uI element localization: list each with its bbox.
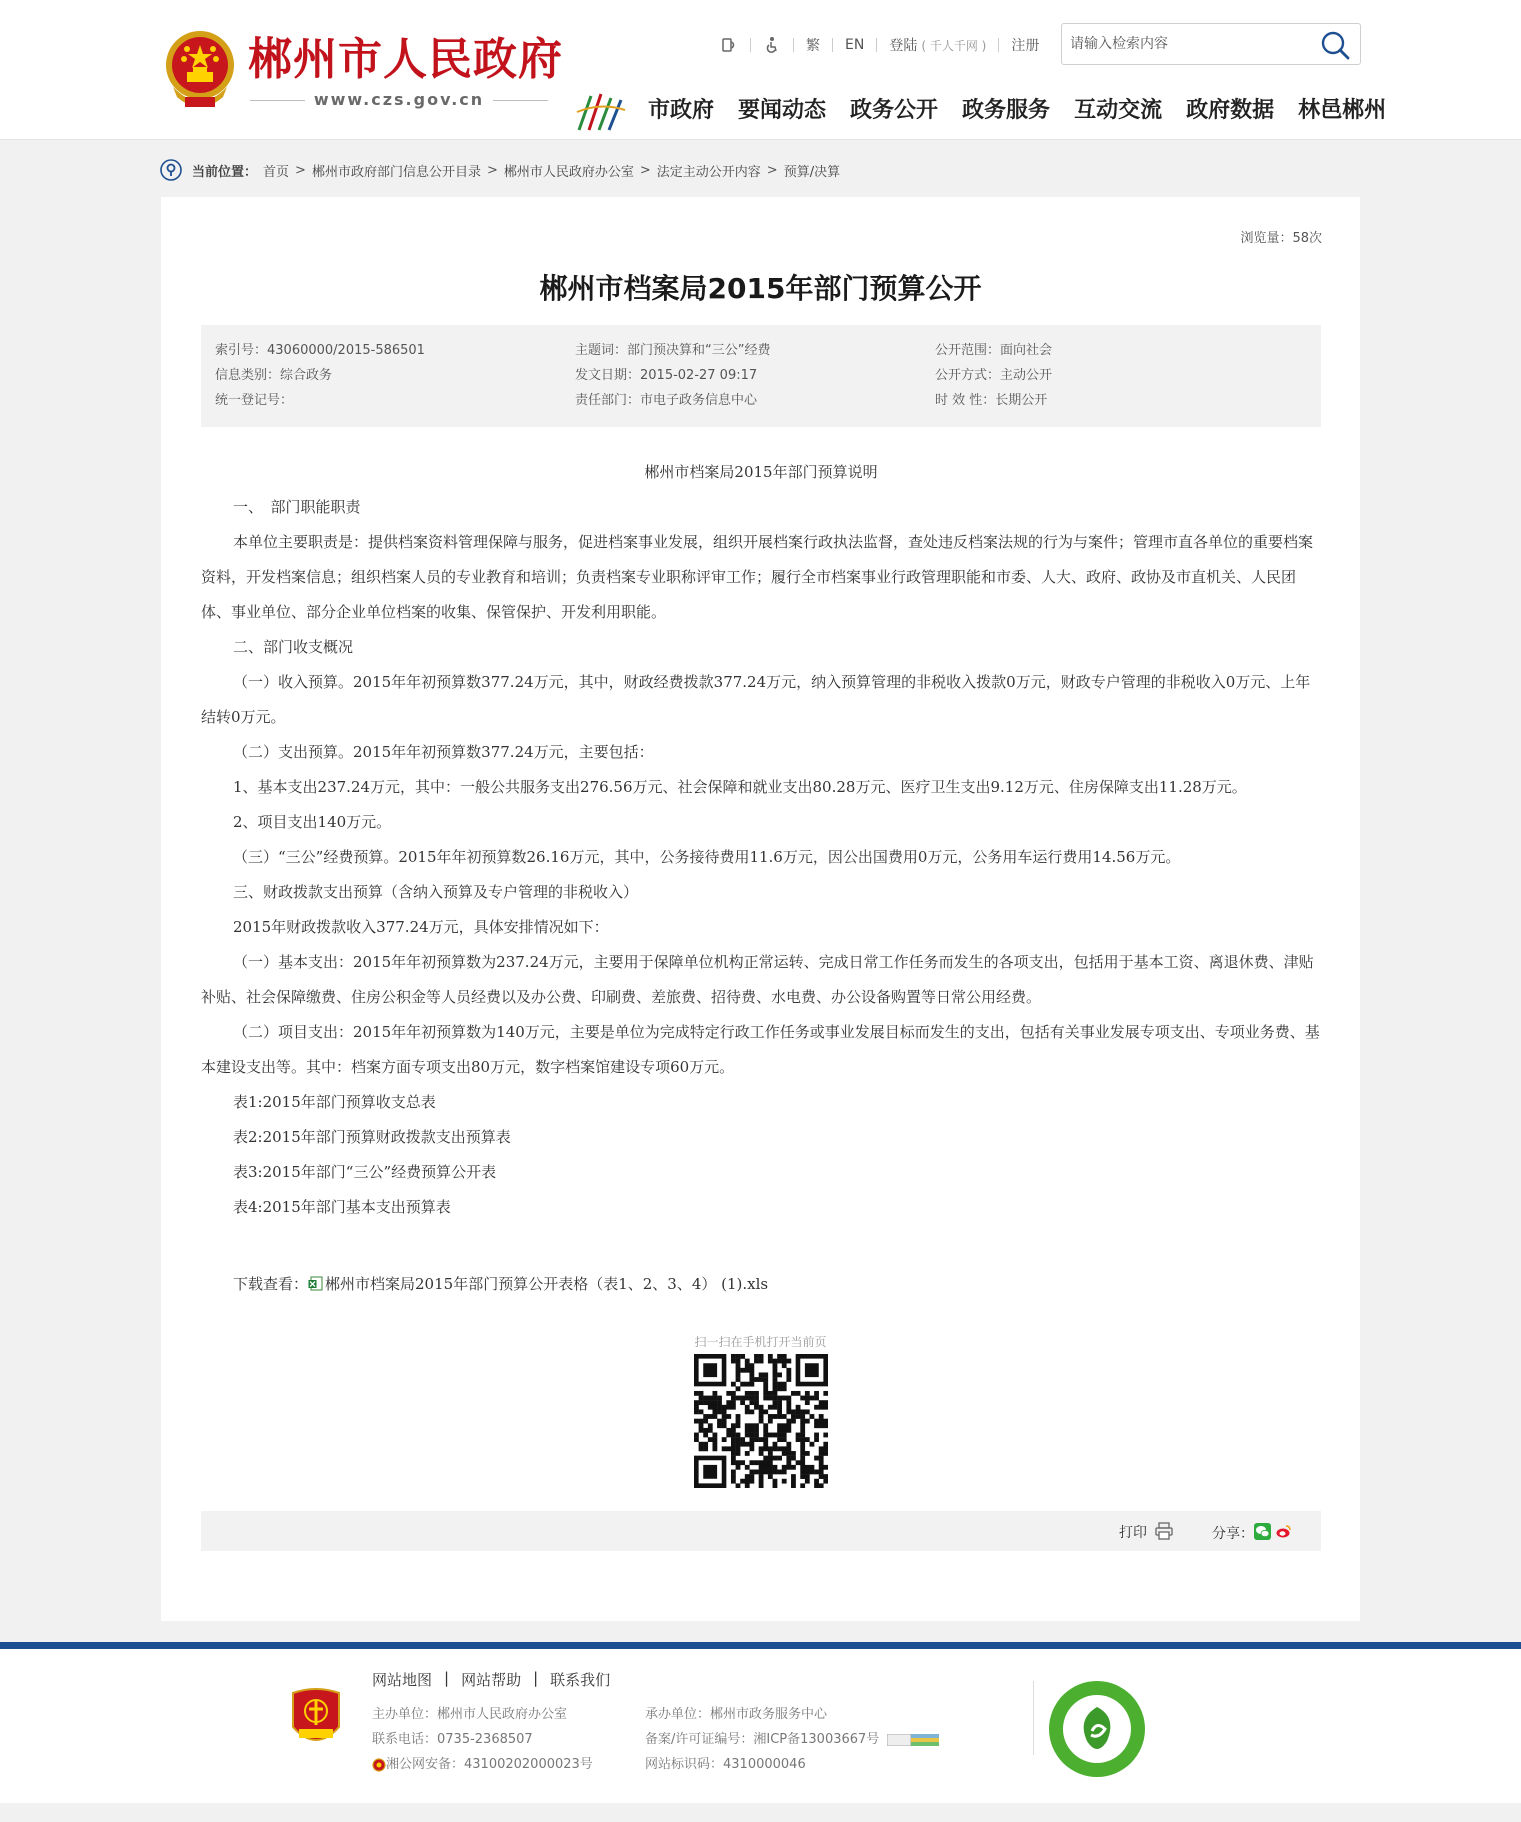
footer-organizer: 承办单位：郴州市政务服务中心	[645, 1707, 828, 1722]
search-input[interactable]	[1070, 32, 1310, 56]
meta-scope: 公开范围：面向社会	[935, 343, 1053, 358]
article-card	[161, 197, 1360, 1621]
download-file-link[interactable]: 郴州市档案局2015年部门预算公开表格（表1、2、3、4） (1).xls	[325, 1275, 769, 1293]
breadcrumb-item-home[interactable]: 首页	[263, 164, 290, 180]
wechat-icon[interactable]	[1254, 1523, 1271, 1540]
wireless-accessibility-icon[interactable]	[720, 36, 738, 54]
body-subtitle: 郴州市档案局2015年部门预算说明	[644, 463, 878, 481]
footer-site-id: 网站标识码：4310000046	[645, 1757, 806, 1772]
download-row	[233, 1273, 768, 1294]
print-button[interactable]: 打印	[1119, 1525, 1147, 1541]
nav-item-interaction[interactable]: 互动交流	[1074, 98, 1163, 123]
meta-registration-number: 统一登记号：	[215, 393, 294, 408]
breadcrumb-item-office[interactable]: 郴州市人民政府办公室	[503, 164, 634, 180]
english-link[interactable]: EN	[845, 37, 865, 53]
login-note: ( 千人千网 )	[921, 38, 987, 53]
breadcrumb-separator: >	[766, 162, 778, 178]
breadcrumb-label: 当前位置：	[192, 164, 258, 180]
breadcrumb-separator: >	[295, 162, 306, 178]
footer-link-help[interactable]: 网站帮助	[461, 1671, 522, 1689]
body-table-title: 表1:2015年部门预算收支总表	[233, 1093, 436, 1111]
meta-department: 责任部门：市电子政务信息中心	[575, 393, 758, 408]
body-paragraph: 三、财政拨款支出预算（含纳入预算及专户管理的非税收入）	[233, 883, 639, 901]
body-paragraph: 一、 部门职能职责	[233, 498, 361, 516]
footer-info-left	[372, 1702, 593, 1777]
nav-item-government[interactable]: 市政府	[648, 98, 715, 123]
accessibility-icon[interactable]	[763, 36, 781, 54]
footer-icp-record[interactable]: 备案/许可证编号：湘ICP备13003667号	[645, 1732, 880, 1747]
footer-info-right	[645, 1702, 939, 1777]
location-pin-icon	[160, 159, 182, 181]
body-paragraph: 本单位主要职责是：提供档案资料管理保障与服务，促进档案事业发展，组织开展档案行政执法监督，查处违反档案法规的行为与案件；管理市直各单位的重要档案资料，开发档案信息；组织档案人员的专业教育和培训；负责档案专业职称评审工作；履行全市档案事业行政管理职能和市委、人大、政府、政协及市直机关、人民团体、事业单位、部分企业单位档案的收集、保管保护、开发利用职能。	[201, 533, 1314, 621]
meta-validity: 时 效 性：长期公开	[935, 393, 1048, 408]
body-table-title: 表3:2015年部门“三公”经费预算公开表	[233, 1163, 497, 1181]
meta-column-1	[215, 338, 425, 413]
footer-link-contact[interactable]: 联系我们	[550, 1671, 611, 1689]
body-paragraph: （三）“三公”经费预算。2015年年初预算数26.16万元，其中，公务接待费用11.6万元，因公出国费用0万元，公务用车运行费用14.56万元。	[233, 848, 1181, 866]
article-meta	[201, 325, 1321, 427]
breadcrumb-item-budget[interactable]: 预算/决算	[783, 164, 841, 180]
breadcrumb-separator: >	[639, 162, 651, 178]
meta-column-2	[575, 338, 770, 413]
nav-item-gov-affairs-disclosure[interactable]: 政务公开	[850, 98, 939, 123]
footer-divider	[1033, 1681, 1034, 1755]
national-emblem-icon[interactable]	[163, 27, 237, 111]
login-link[interactable]: 登陆	[889, 38, 918, 54]
site-footer	[0, 1649, 1521, 1803]
footer-link-sitemap[interactable]: 网站地图	[372, 1671, 433, 1689]
body-paragraph: 1、基本支出237.24万元，其中：一般公共服务支出276.56万元、社会保障和就业支出80.28万元、医疗卫生支出9.12万元、住房保障支出11.28万元。	[233, 778, 1247, 796]
site-url: www.czs.gov.cn	[313, 90, 485, 109]
nav-item-news[interactable]: 要闻动态	[738, 98, 827, 123]
breadcrumb	[160, 158, 840, 182]
body-paragraph: （一）收入预算。2015年年初预算数377.24万元，其中，财政经费拨款377.24万元，纳入预算管理的非税收入拨款0万元，财政专户管理的非税收入0万元、上年结转0万元。	[201, 673, 1311, 726]
site-url-block	[250, 88, 548, 112]
breadcrumb-item-directory[interactable]: 郴州市政府部门信息公开目录	[311, 164, 481, 180]
printer-icon[interactable]	[1155, 1522, 1173, 1540]
body-paragraph: （一）基本支出：2015年年初预算数为237.24万元，主要用于保障单位机构正常运转、完成日常工作任务而发生的各项支出，包括用于基本工资、离退休费、津贴补贴、社会保障缴费、住房公积金等人员经费以及办公费、印刷费、差旅费、招待费、水电费、办公设备购置等日常公用经费。	[201, 953, 1314, 1006]
meta-info-category: 信息类别：综合政务	[215, 368, 333, 383]
footer-link-separator: |	[533, 1669, 539, 1687]
party-government-badge-icon[interactable]	[289, 1687, 343, 1751]
body-table-title: 表4:2015年部门基本支出预算表	[233, 1198, 451, 1216]
meta-index-number: 索引号：43060000/2015-586501	[215, 343, 425, 358]
nav-item-linyi-chenzhou[interactable]: 林邑郴州	[1298, 98, 1387, 123]
footer-host-unit: 主办单位：郴州市人民政府办公室	[372, 1707, 568, 1722]
download-label: 下载查看：	[233, 1275, 309, 1293]
search-icon[interactable]	[1320, 30, 1350, 60]
register-link[interactable]: 注册	[1011, 38, 1040, 54]
qr-code-icon	[694, 1354, 828, 1488]
cnzz-stats-icon[interactable]	[887, 1734, 939, 1746]
meta-keywords: 主题词：部门预决算和“三公”经费	[575, 343, 771, 358]
qr-caption: 扫一扫在手机打开当前页	[694, 1335, 827, 1349]
footer-link-separator: |	[444, 1669, 450, 1687]
nav-decoration-icon	[575, 90, 627, 132]
footer-links	[372, 1669, 610, 1690]
body-paragraph: 二、部门收支概况	[233, 638, 354, 656]
search-box	[1061, 23, 1361, 65]
site-name[interactable]: 郴州市人民政府	[248, 34, 563, 85]
meta-disclosure-method: 公开方式：主动公开	[935, 368, 1053, 383]
body-paragraph: 2、项目支出140万元。	[233, 813, 392, 831]
article-title: 郴州市档案局2015年部门预算公开	[539, 272, 982, 305]
traditional-chinese-link[interactable]: 繁	[806, 38, 820, 54]
civilized-city-badge-icon[interactable]	[1047, 1679, 1147, 1779]
body-paragraph: 2015年财政拨款收入377.24万元，具体安排情况如下：	[233, 918, 609, 936]
nav-item-gov-data[interactable]: 政府数据	[1186, 98, 1275, 123]
body-paragraph: （二）支出预算。2015年年初预算数377.24万元，主要包括：	[233, 743, 654, 761]
view-count: 浏览量：58次	[1240, 231, 1322, 246]
article-body	[201, 455, 1321, 1225]
excel-file-icon	[308, 1276, 323, 1291]
share-bar	[201, 1511, 1321, 1551]
police-badge-icon	[372, 1758, 386, 1772]
weibo-icon[interactable]	[1275, 1523, 1292, 1540]
site-header	[0, 0, 1521, 140]
body-paragraph: （二）项目支出：2015年年初预算数为140万元，主要是单位为完成特定行政工作任务或事业发展目标而发生的支出，包括有关事业发展专项支出、专项业务费、基本建设支出等。其中：档案方面专项支出80万元，数字档案馆建设专项60万元。	[201, 1023, 1320, 1076]
meta-publish-date: 发文日期：2015-02-27 09:17	[575, 368, 758, 383]
nav-item-gov-services[interactable]: 政务服务	[962, 98, 1051, 123]
meta-column-3	[935, 338, 1052, 413]
share-label: 分享：	[1212, 1526, 1254, 1542]
footer-phone: 联系电话：0735-2368507	[372, 1732, 533, 1747]
footer-public-security-record[interactable]: 湘公网安备：43100202000023号	[386, 1757, 593, 1772]
breadcrumb-separator: >	[486, 162, 498, 178]
body-table-title: 表2:2015年部门预算财政拨款支出预算表	[233, 1128, 511, 1146]
footer-top-bar	[0, 1642, 1521, 1649]
breadcrumb-item-statutory[interactable]: 法定主动公开内容	[656, 164, 761, 180]
main-nav	[648, 94, 1386, 128]
top-utility-links	[720, 32, 1039, 58]
